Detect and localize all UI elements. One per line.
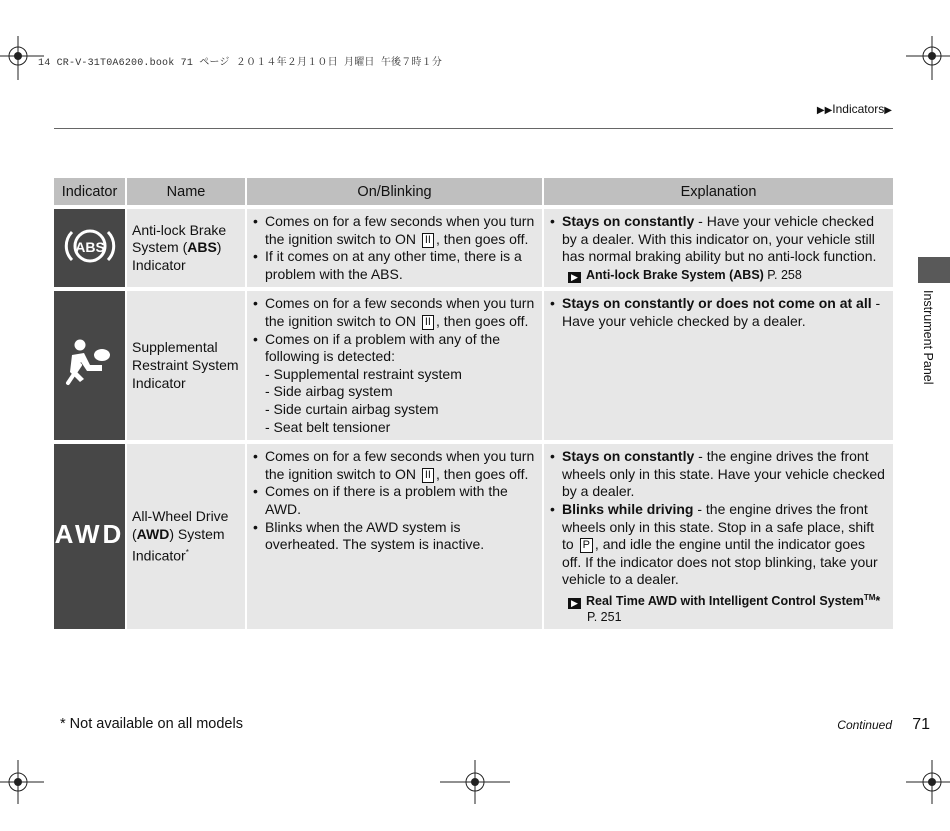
reference-page: P. 258 bbox=[763, 267, 802, 282]
section-tab bbox=[918, 290, 938, 400]
awd-icon: AWD bbox=[54, 518, 125, 549]
name-text: ) Indicator bbox=[132, 239, 222, 273]
list-item: • Comes on if a problem with any of the following is detected: bbox=[253, 331, 536, 366]
explanation-cell bbox=[544, 287, 893, 440]
reference-arrow-icon: ▶ bbox=[568, 272, 581, 283]
explanation-cell bbox=[544, 440, 893, 629]
cross-reference-link[interactable] bbox=[550, 590, 887, 625]
reference-page: P. 251 bbox=[587, 610, 622, 625]
text: , then goes off. bbox=[435, 465, 529, 482]
text: - the engine drives the front wheels only in this state. Stop in a safe place, shift to bbox=[562, 500, 875, 553]
abs-icon bbox=[62, 223, 118, 269]
table-row bbox=[54, 287, 893, 440]
crop-mark-bottom-left bbox=[0, 760, 44, 804]
indicator-cell bbox=[54, 205, 127, 287]
name-text: Anti-lock Brake System ( bbox=[132, 221, 227, 256]
sub-list-item: - Seat belt tensioner bbox=[265, 418, 391, 435]
text-bold: Blinks while driving bbox=[562, 500, 694, 517]
list-item bbox=[253, 448, 536, 483]
on-blinking-cell bbox=[247, 205, 544, 287]
crop-mark-top-right bbox=[906, 36, 950, 80]
text: , and idle the engine until the indicator goes off. If the indicator does not stop blinking, take your vehicle to a dealer. bbox=[562, 536, 878, 588]
list-item: • If it comes on at any other time, there is a problem with the ABS. bbox=[253, 248, 536, 283]
text-bold: Stays on constantly or does not come on at all bbox=[562, 295, 872, 312]
reference-arrow-icon: ▶ bbox=[568, 598, 581, 609]
header-name: Name bbox=[127, 178, 247, 205]
table-row bbox=[54, 205, 893, 287]
text: , then goes off. bbox=[435, 312, 529, 329]
list-item bbox=[550, 448, 887, 501]
footnote: * Not available on all models bbox=[60, 716, 243, 732]
reference-title: Real Time AWD with Intelligent Control System bbox=[586, 594, 864, 609]
print-header: 14 CR-V-31T0A6200.book 71 ページ ２０１４年２月１０日 月曜日 午後７時１分 bbox=[38, 58, 443, 69]
crop-mark-bottom-right bbox=[906, 760, 950, 804]
text: - the engine drives the front wheels only in this state. Have your vehicle checked by a dealer. bbox=[562, 448, 885, 500]
page-number: 71 bbox=[912, 716, 930, 733]
sub-list-item: - Side curtain airbag system bbox=[265, 400, 439, 417]
sub-list-item: - Side airbag system bbox=[265, 383, 393, 400]
sub-list-item: - Supplemental restraint system bbox=[265, 365, 462, 382]
ignition-on-key-icon: II bbox=[422, 233, 434, 248]
list-item bbox=[253, 213, 536, 248]
park-key-icon: P bbox=[580, 538, 593, 553]
header-indicator: Indicator bbox=[54, 178, 127, 205]
on-blinking-cell bbox=[247, 287, 544, 440]
ignition-on-key-icon: II bbox=[422, 468, 434, 483]
text: - Have your vehicle checked by a dealer. With this indicator on, your vehicle still has normal braking ability but no anti-lock function. bbox=[562, 213, 877, 265]
list-item: • Blinks when the AWD system is overheated. The system is inactive. bbox=[253, 519, 536, 554]
airbag-icon bbox=[62, 335, 118, 391]
list-item bbox=[550, 213, 887, 266]
header-rule bbox=[54, 128, 893, 129]
list-item bbox=[253, 295, 536, 330]
double-arrow-icon: ▶▶ bbox=[816, 105, 833, 116]
section-tab-label: Instrument Panel bbox=[921, 290, 935, 385]
footnote-marker: * bbox=[875, 594, 881, 609]
section-tab-marker bbox=[918, 257, 950, 283]
explanation-cell bbox=[544, 205, 893, 287]
indicator-cell bbox=[54, 287, 127, 440]
breadcrumb-label: Indicators bbox=[832, 102, 885, 116]
name-cell: Supplemental Restraint System Indicator bbox=[127, 287, 247, 440]
name-cell bbox=[127, 440, 247, 629]
text: Comes on for a few seconds when you turn the ignition switch to ON bbox=[265, 213, 535, 247]
name-cell bbox=[127, 205, 247, 287]
header-on-blinking: On/Blinking bbox=[247, 178, 544, 205]
name-text: All-Wheel Drive ( bbox=[132, 508, 229, 542]
name-bold: AWD bbox=[136, 525, 170, 542]
list-item bbox=[550, 501, 887, 589]
text: Comes on for a few seconds when you turn the ignition switch to ON bbox=[265, 295, 535, 329]
abs-icon-text: ABS bbox=[74, 238, 105, 255]
name-text: ) System Indicator bbox=[132, 525, 225, 564]
on-blinking-cell bbox=[247, 440, 544, 629]
name-bold: ABS bbox=[187, 239, 217, 256]
indicators-table bbox=[54, 178, 893, 629]
breadcrumb[interactable] bbox=[817, 102, 892, 116]
text-bold: Stays on constantly bbox=[562, 448, 695, 465]
continued-label: Continued bbox=[837, 718, 892, 732]
cross-reference-link[interactable] bbox=[550, 267, 887, 283]
indicator-cell bbox=[54, 440, 127, 629]
footnote-marker: * bbox=[185, 547, 189, 557]
text: Comes on for a few seconds when you turn the ignition switch to ON bbox=[265, 448, 535, 482]
header-explanation: Explanation bbox=[544, 178, 893, 205]
crop-mark-bottom-center bbox=[440, 760, 510, 804]
text-bold: Stays on constantly bbox=[562, 213, 695, 229]
trademark-mark: TM bbox=[863, 592, 876, 602]
arrow-icon: ▶ bbox=[884, 105, 892, 116]
text: , then goes off. bbox=[435, 230, 529, 247]
list-item bbox=[550, 295, 887, 330]
text: - Have your vehicle checked by a dealer. bbox=[562, 295, 881, 329]
ignition-on-key-icon: II bbox=[422, 315, 434, 330]
table-row bbox=[54, 440, 893, 629]
list-item: • Comes on if there is a problem with the AWD. bbox=[253, 483, 536, 518]
reference-title: Anti-lock Brake System (ABS) bbox=[586, 267, 764, 282]
table-header-row bbox=[54, 178, 893, 205]
